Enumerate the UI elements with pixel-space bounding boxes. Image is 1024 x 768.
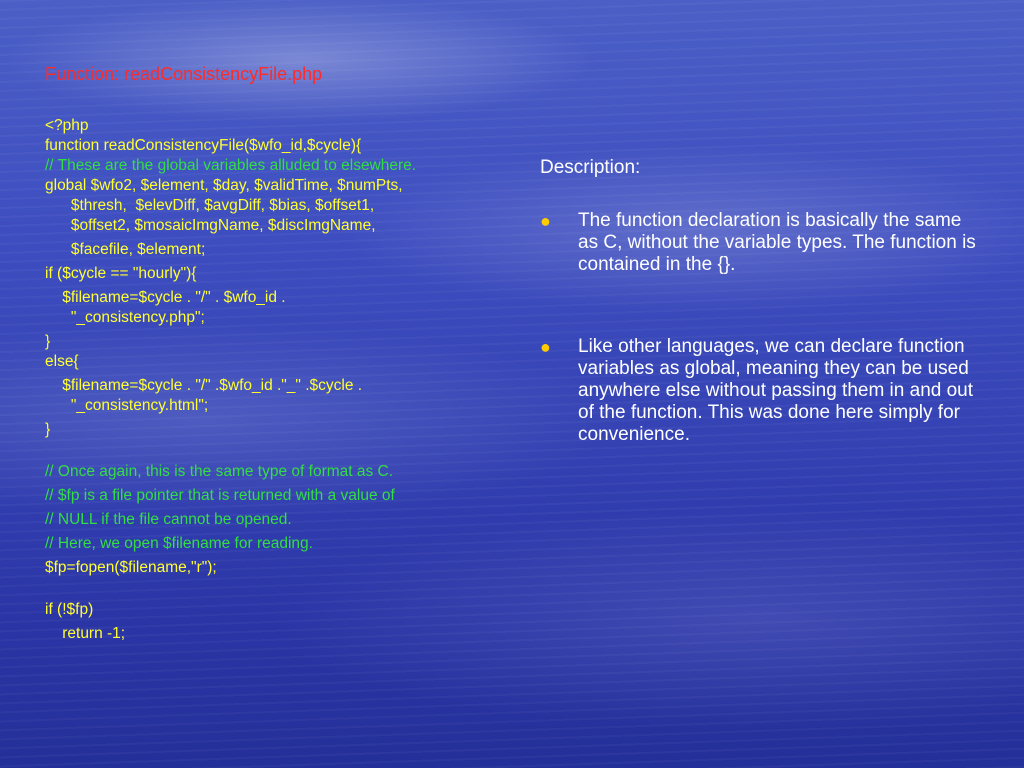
code-line: $filename=$cycle . "/" . $wfo_id . (45, 289, 286, 306)
code-line: } (45, 333, 51, 350)
code-comment-line: // These are the global variables alluded to elsewhere. (45, 157, 417, 174)
bullet-item (540, 210, 980, 276)
code-comment-line: // Once again, this is the same type of format as C. (45, 463, 394, 480)
code-block (45, 116, 535, 644)
code-line: else{ (45, 353, 79, 370)
code-line: global $wfo2, $element, $day, $validTime, $numPts, (45, 177, 403, 194)
code-line: $fp=fopen($filename,"r"); (45, 559, 217, 576)
slide-title: Function: readConsistencyFile.php (45, 64, 323, 84)
description-heading: Description: (540, 157, 641, 178)
code-line: return -1; (45, 625, 126, 642)
code-line: if (!$fp) (45, 601, 94, 618)
bullet-text: The function declaration is basically the same as C, without the variable types. The function is contained in the {}. (578, 210, 976, 275)
code-line: function readConsistencyFile($wfo_id,$cycle){ (45, 137, 362, 154)
bullet-dot-icon: ● (540, 337, 551, 357)
code-line: if ($cycle == "hourly"){ (45, 265, 197, 282)
code-line: "_consistency.html"; (45, 397, 209, 414)
code-line: $facefile, $element; (45, 241, 206, 258)
bullet-item (540, 336, 980, 446)
code-line: "_consistency.php"; (45, 309, 205, 326)
code-line: <?php (45, 117, 89, 134)
code-line: } (45, 421, 51, 438)
code-line: $thresh, $elevDiff, $avgDiff, $bias, $offset1, (45, 197, 375, 214)
code-line: $filename=$cycle . "/" .$wfo_id ."_" .$cycle . (45, 377, 363, 394)
description-bullets (540, 210, 980, 506)
code-comment-line: // Here, we open $filename for reading. (45, 535, 313, 552)
code-comment-line: // NULL if the file cannot be opened. (45, 511, 292, 528)
code-line: $offset2, $mosaicImgName, $discImgName, (45, 217, 376, 234)
bullet-dot-icon: ● (540, 211, 551, 231)
bullet-text: Like other languages, we can declare function variables as global, meaning they can be used anywhere else without passing them in and out of the function. This was done here simply for convenience. (578, 336, 974, 445)
code-comment-line: // $fp is a file pointer that is returned with a value of (45, 487, 395, 504)
